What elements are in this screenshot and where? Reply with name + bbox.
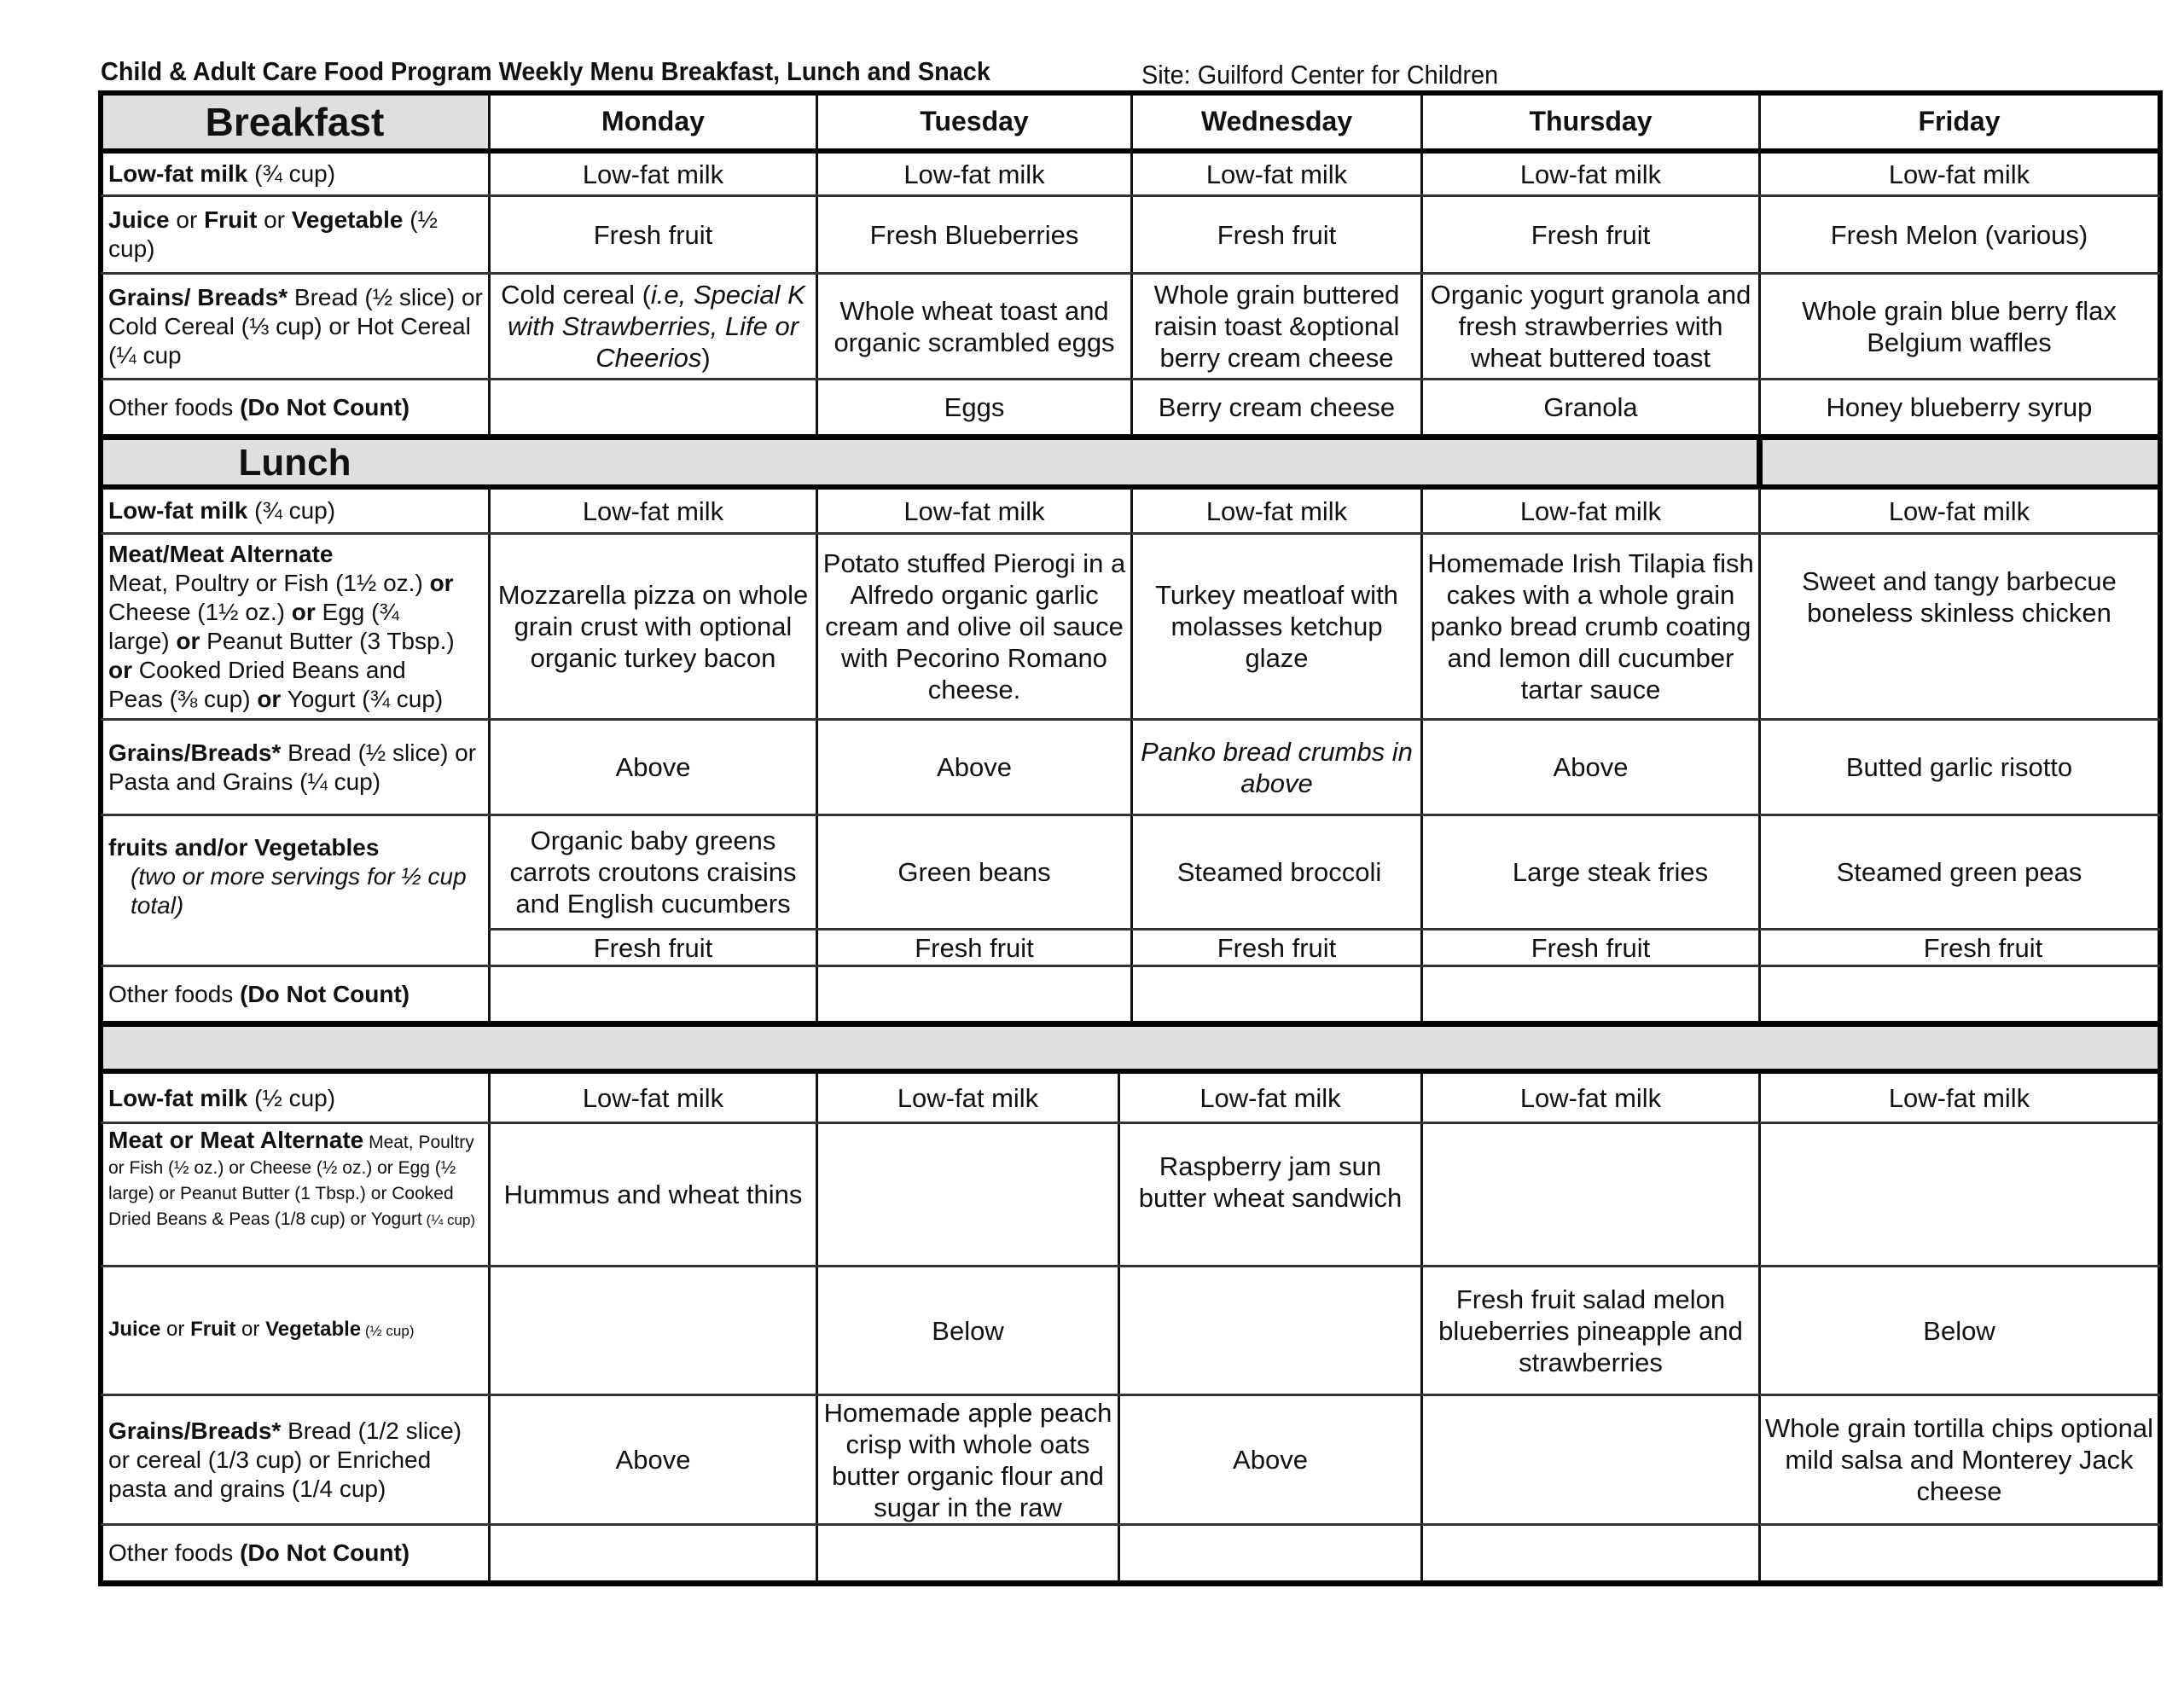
label-bold: Low-fat milk [108, 1084, 248, 1111]
label-rest: large) [108, 628, 177, 654]
menu-cell: Homemade Irish Tilapia fish cakes with a whole grain panko bread crumb coating and lemon dill cucumber tartar sauce [1427, 548, 1754, 704]
row-label-milk [103, 154, 488, 194]
menu-cell: Above [937, 752, 1012, 782]
day-header-tuesday: Tuesday [920, 105, 1029, 136]
menu-cell: Fresh fruit [1531, 219, 1651, 250]
label-rest: Yogurt (¾ cup) [281, 686, 444, 712]
label-bold: (Do Not Count) [240, 980, 410, 1007]
label-rest: (¾ cup) [247, 497, 336, 524]
row-label-juice-fruit-vegetable [103, 1267, 488, 1394]
label-rest: or [160, 1318, 191, 1341]
menu-cell: Fresh fruit [1923, 932, 2043, 963]
label-bold: Grains/Breads* [108, 1417, 282, 1444]
label-rest: (½ cup) [247, 1084, 336, 1111]
label-rest: (½ cup) [361, 1323, 415, 1339]
menu-cell: Fresh fruit [915, 932, 1034, 963]
label-rest: Egg (¾ [315, 599, 399, 625]
label-rest: Other foods [108, 1539, 241, 1566]
menu-cell: Granola [1543, 392, 1638, 422]
label-bold: Low-fat milk [108, 497, 248, 524]
menu-cell: Sweet and tangy barbecue boneless skinless chicken [1802, 566, 2117, 628]
label-rest: Meat, Poultry or Fish (1½ oz.) [108, 570, 430, 596]
menu-cell: Low-fat milk [582, 496, 724, 526]
menu-cell [1423, 1124, 1758, 1265]
menu-cell: Low-fat milk [1199, 1083, 1341, 1113]
breakfast-heading: Breakfast [205, 99, 385, 144]
label-rest: or [169, 206, 205, 233]
label-rest: Meat, Poultry or Fish (½ oz.) or Cheese (½ oz.) or Egg (½ large) or Peanut Butter (1 Tbsp.) or Cooked Dried Beans & Peas (1/8 cup) or Yogurt [108, 1133, 474, 1229]
row-label-meat-alternate [103, 1124, 488, 1265]
label-bold: Juice [108, 1318, 161, 1341]
menu-cell: Below [1923, 1315, 1995, 1346]
menu-cell-monday [491, 275, 816, 378]
label-bold: Vegetable [265, 1318, 362, 1341]
menu-cell: Low-fat milk [1519, 496, 1662, 526]
label-rest: Other foods [108, 980, 241, 1007]
label-bold: or [257, 686, 282, 712]
label-bold: Vegetable [291, 206, 404, 233]
menu-cell: Above [1553, 752, 1629, 782]
label-rest: Other foods [108, 393, 241, 420]
label-bold: or [291, 599, 316, 625]
menu-cell: Organic baby greens carrots croutons craisins and English cucumbers [509, 826, 797, 919]
row-label-grains-breads [103, 275, 488, 378]
label-rest: Bread (½ slice) or Pasta and Grains (¼ cup) [108, 739, 477, 795]
lunch-heading: Lunch [238, 441, 351, 484]
menu-cell: Above [615, 1445, 691, 1475]
menu-cell: Above [615, 752, 691, 782]
menu-cell: Butted garlic risotto [1845, 752, 2073, 782]
menu-cell: Fresh fruit [1217, 219, 1337, 250]
label-bold: Meat/Meat Alternate [108, 541, 334, 567]
day-header-friday: Friday [1918, 105, 2001, 136]
menu-cell: Mozzarella pizza on whole grain crust with optional organic turkey bacon [497, 580, 809, 673]
menu-cell [1120, 1267, 1420, 1394]
menu-cell: Low-fat milk [1888, 159, 2030, 189]
menu-cell [1423, 1396, 1758, 1523]
row-label-grains-breads [103, 1396, 488, 1523]
label-bold: Meat or Meat Alternate [108, 1127, 364, 1153]
menu-cell: Above [1233, 1445, 1308, 1475]
menu-cell: Raspberry jam sun butter wheat sandwich [1138, 1151, 1403, 1213]
label-rest: or [235, 1318, 266, 1341]
menu-cell: Homemade apple peach crisp with whole oats butter organic flour and sugar in the raw [823, 1397, 1112, 1522]
day-header-thursday: Thursday [1529, 105, 1653, 136]
divider [98, 434, 2163, 440]
snack-band [101, 1027, 2160, 1070]
table-border-bottom [98, 1580, 2163, 1586]
row-label-other-foods [103, 1526, 488, 1580]
row-label-juice-fruit-vegetable [103, 197, 488, 272]
menu-cell: Whole wheat toast and organic scrambled eggs [834, 295, 1115, 357]
menu-cell: Whole grain blue berry flax Belgium waffles [1802, 295, 2117, 357]
document-title: Child & Adult Care Food Program Weekly Menu Breakfast, Lunch and Snack [101, 56, 990, 86]
label-rest: Peas (⅜ cup) [108, 686, 258, 712]
divider [1757, 438, 1763, 488]
menu-cell [491, 380, 816, 434]
menu-cell [491, 1267, 816, 1394]
label-bold: Fruit [190, 1318, 236, 1341]
menu-text: ) [701, 343, 711, 373]
menu-cell: Fresh Melon (various) [1830, 219, 2088, 250]
label-rest: (¾ cup) [247, 160, 336, 187]
menu-cell: Fresh fruit [593, 219, 713, 250]
menu-cell: Honey blueberry syrup [1826, 392, 2093, 422]
menu-cell: Low-fat milk [1205, 159, 1348, 189]
menu-cell: Low-fat milk [1888, 1083, 2030, 1113]
label-rest: Bread (½ slice) or Cold Cereal (⅓ cup) or Hot Cereal (¼ cup [108, 283, 483, 368]
label-rest: Cooked Dried Beans and [132, 657, 406, 683]
row-label-other-foods [103, 380, 488, 434]
menu-cell: Low-fat milk [903, 159, 1045, 189]
site-name: Site: Guilford Center for Children [1141, 60, 1499, 90]
label-rest: Cheese (1½ oz.) [108, 599, 292, 625]
table-border-right [2158, 90, 2163, 1586]
menu-cell: Whole grain buttered raisin toast &optional berry cream cheese [1153, 280, 1400, 373]
menu-cell: Organic yogurt granola and fresh strawberries with wheat buttered toast [1430, 280, 1751, 373]
menu-cell: Below [932, 1315, 1004, 1346]
menu-cell: Potato stuffed Pierogi in a Alfredo organic garlic cream and olive oil sauce with Pecorino Romano cheese. [822, 548, 1126, 704]
label-rest: Bread (1/2 slice) or cereal (1/3 cup) or Enriched pasta and grains (1/4 cup) [108, 1417, 462, 1502]
menu-cell: Low-fat milk [903, 496, 1045, 526]
label-bold: Low-fat milk [108, 160, 248, 187]
label-bold: Fruit [204, 206, 258, 233]
menu-cell: Fresh fruit [593, 932, 713, 963]
divider [98, 1069, 2163, 1074]
row-label-meat-alternate [103, 535, 488, 718]
menu-cell: Whole grain tortilla chips optional mild salsa and Monterey Jack cheese [1765, 1413, 2153, 1506]
menu-cell: Low-fat milk [1205, 496, 1348, 526]
lunch-band-friday [1763, 440, 2160, 484]
menu-cell: Low-fat milk [1519, 1083, 1662, 1113]
menu-cell: Low-fat milk [1519, 159, 1662, 189]
row-label-other-foods [103, 967, 488, 1021]
menu-cell: Hummus and wheat thins [503, 1180, 803, 1209]
menu-cell: Low-fat milk [582, 159, 724, 189]
menu-cell: Green beans [897, 857, 1051, 887]
menu-cell [818, 1124, 1118, 1265]
label-bold: Grains/Breads* [108, 739, 282, 766]
label-bold: or [429, 570, 454, 596]
day-header-monday: Monday [601, 105, 705, 136]
row-label-milk [103, 490, 488, 532]
label-rest: Peanut Butter (3 Tbsp.) [200, 628, 455, 654]
row-label-grains-breads [103, 721, 488, 814]
label-bold: or [176, 628, 200, 654]
menu-cell: Low-fat milk [1888, 496, 2030, 526]
label-bold: (Do Not Count) [240, 1539, 410, 1566]
menu-cell: Panko bread crumbs in above [1141, 736, 1413, 798]
label-bold: or [108, 657, 132, 683]
menu-cell: Fresh fruit salad melon blueberries pineapple and strawberries [1438, 1284, 1743, 1377]
day-header-wednesday: Wednesday [1200, 105, 1353, 136]
menu-cell: Berry cream cheese [1158, 392, 1396, 422]
label-bold: fruits and/or Vegetables [108, 834, 380, 861]
menu-cell: Steamed green peas [1836, 857, 2082, 887]
menu-cell: Steamed broccoli [1176, 857, 1382, 887]
menu-cell: Fresh fruit [1531, 932, 1651, 963]
row-label-fruits-vegetables [103, 816, 488, 965]
menu-cell: Fresh Blueberries [869, 219, 1079, 250]
menu-cell: Fresh fruit [1217, 932, 1337, 963]
label-bold: Grains/ Breads* [108, 283, 288, 310]
menu-cell [1761, 1124, 2158, 1265]
label-bold: Juice [108, 206, 170, 233]
label-rest: (½ cup) [108, 206, 438, 262]
menu-cell: Low-fat milk [897, 1083, 1039, 1113]
label-bold: (Do Not Count) [240, 393, 410, 420]
menu-cell: Low-fat milk [582, 1083, 724, 1113]
label-italic: (two or more servings for ½ cup total) [131, 863, 467, 919]
menu-cell: Turkey meatloaf with molasses ketchup glaze [1155, 580, 1398, 673]
menu-text-italic: i.e, Special K with Strawberries, Life or Cheerios [507, 280, 805, 373]
menu-cell: Large steak fries [1512, 857, 1709, 887]
menu-text: Cold cereal ( [501, 280, 651, 310]
label-rest: or [257, 206, 292, 233]
divider [98, 1021, 2163, 1027]
menu-cell: Eggs [944, 392, 1005, 422]
row-label-milk [103, 1075, 488, 1122]
label-rest: (¼ cup) [421, 1212, 476, 1228]
